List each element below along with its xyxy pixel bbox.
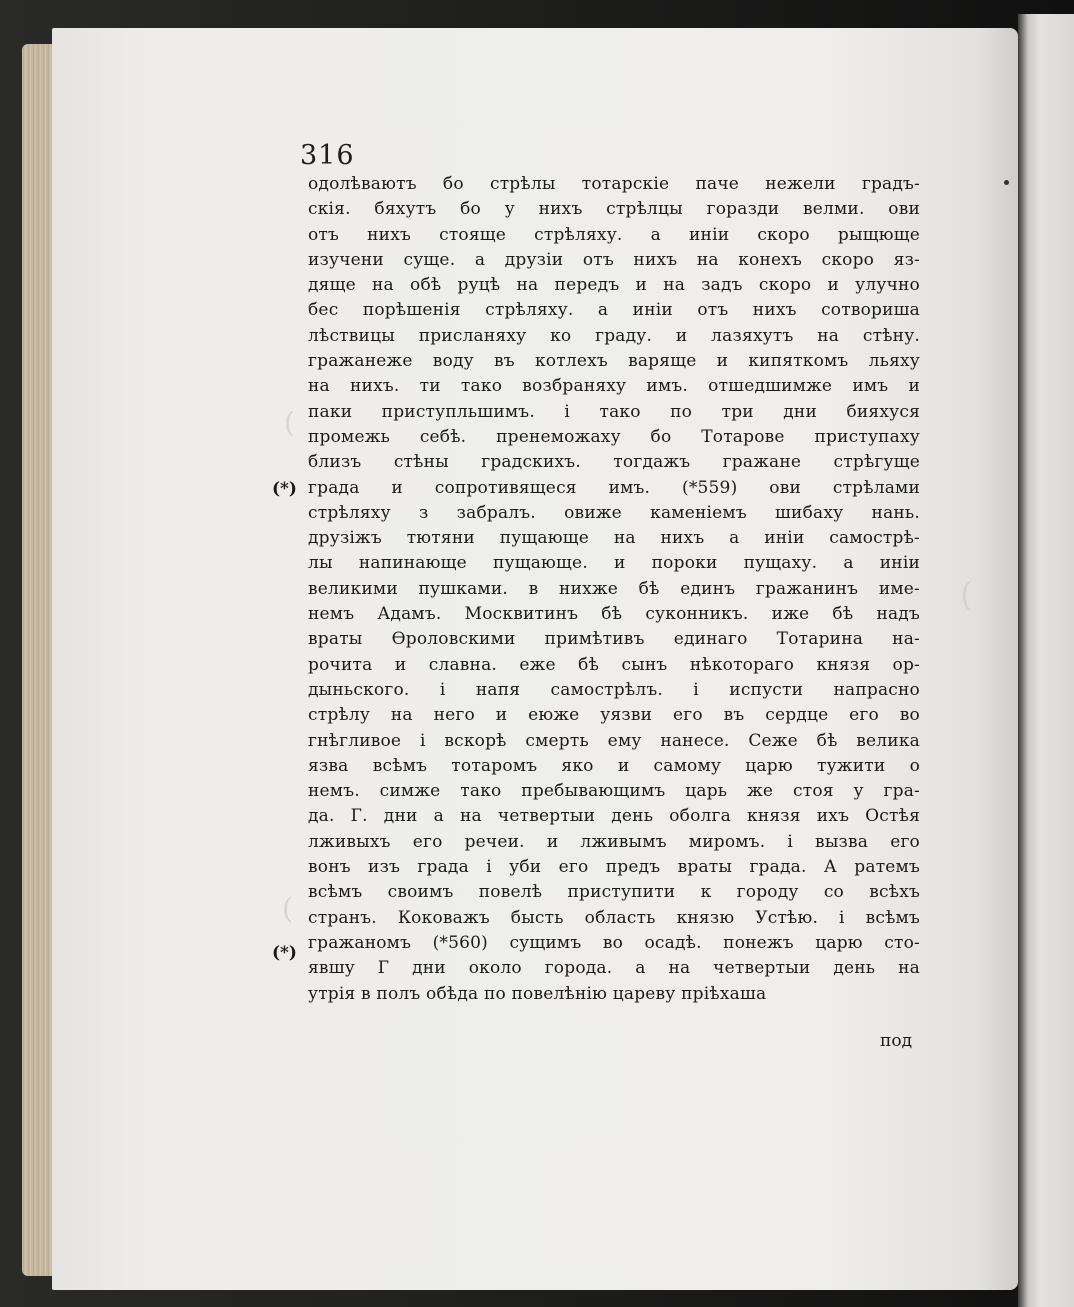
text-line: стрѣляху з забралъ. овиже каменiемъ шибаху нань. xyxy=(308,502,920,523)
text-line: да. Г. дни а на четвертыи день оболга князя ихъ Остѣя xyxy=(308,806,920,827)
text-line: стрѣлу на него и еюже уязви его въ сердце его во xyxy=(308,705,920,726)
text-line: дяще на обѣ руцѣ на передъ и на задъ скоро и улучно xyxy=(308,275,920,296)
text-line: лѣствицы присланяху ко граду. и лазяхутъ на стѣну. xyxy=(308,325,920,346)
text-line: друзiжъ тютяни пущающе на нихъ а инiи самострѣ- xyxy=(308,528,920,549)
text-line: на нихъ. ти тако возбраняху имъ. отшедшимже имъ и xyxy=(308,376,920,397)
text-line: одолѣваютъ бо стрѣлы тотарскiе паче нежели градъ- xyxy=(308,174,920,194)
text-line: града и сопротивящеся имъ. (*559) ови стрѣлами xyxy=(308,477,920,498)
bleed-through-mark: ( xyxy=(284,406,295,439)
text-block xyxy=(308,172,920,1007)
catchword: под xyxy=(880,1031,913,1051)
text-line: дыньского. і напя самострѣлъ. і испусти напрасно xyxy=(308,679,920,700)
text-line: промежь себѣ. пренеможаху бо Тотарове приступаху xyxy=(308,426,920,447)
marginal-note: (*) xyxy=(272,479,297,499)
text-line: паки приступльшимъ. і тако по три дни бияхуся xyxy=(308,401,920,422)
text-line: великими пушками. в нихже бѣ единъ гражанинъ име- xyxy=(308,578,920,599)
facing-page-edge xyxy=(1018,14,1074,1307)
text-line: явшу Г дни около города. а на четвертыи день на xyxy=(308,958,920,979)
text-line: гражанеже воду въ котлехъ варяще и кипяткомъ льяху xyxy=(308,351,920,372)
text-line: лы напинающе пущающе. и пороки пущаху. а инiи xyxy=(308,553,920,574)
text-line: язва всѣмъ тотаромъ яко и самому царю тужити о xyxy=(308,755,920,776)
text-line: лживыхъ его речеи. и лживымъ миромъ. і вызва его xyxy=(308,831,920,852)
text-line: немъ Адамъ. Москвитинъ бѣ суконникъ. иже бѣ надъ xyxy=(308,604,920,625)
text-line: рочита и славна. еже бѣ сынъ нѣкотораго князя ор- xyxy=(308,654,920,675)
text-line: бес порѣшенiя стрѣляху. а инiи отъ нихъ сотвориша xyxy=(308,300,920,321)
text-line: близъ стѣны градскихъ. тогдажъ гражане стрѣгуще xyxy=(308,452,920,473)
page-number: 316 xyxy=(300,140,355,171)
text-line: гнѣгливое і вскорѣ смерть ему нанесе. Сеже бѣ велика xyxy=(308,730,920,751)
text-line: гражаномъ (*560) сущимъ во осадѣ. понежъ царю сто- xyxy=(308,932,920,953)
ink-dot xyxy=(1004,180,1009,185)
text-line: отъ нихъ стояще стрѣляху. а инiи скоро рыщюще xyxy=(308,224,920,245)
text-line: изучени суще. а друзiи отъ нихъ на конехъ скоро яз- xyxy=(308,249,920,270)
text-line: немъ. симже тако пребывающимъ царь же стоя у гра- xyxy=(308,781,920,802)
text-line: утрiя в полъ обѣда по повелѣнiю цареву прiѣхаша xyxy=(308,983,767,1004)
text-line: вонъ изъ града і уби его предъ враты града. А ратемъ xyxy=(308,857,920,878)
text-line: враты Ѳроловскими примѣтивъ единаго Тотарина на- xyxy=(308,629,920,650)
bleed-through-mark: ( xyxy=(960,575,974,615)
bleed-through-mark: ( xyxy=(282,892,293,925)
text-line: скiя. бяхутъ бо у нихъ стрѣлцы горазди велми. ови xyxy=(308,199,920,220)
text-line: странъ. Коковажъ бысть область князю Устѣю. і всѣмъ xyxy=(308,907,920,928)
marginal-note: (*) xyxy=(272,943,297,963)
text-line: всѣмъ своимъ повелѣ приступити к городу со всѣхъ xyxy=(308,882,920,903)
